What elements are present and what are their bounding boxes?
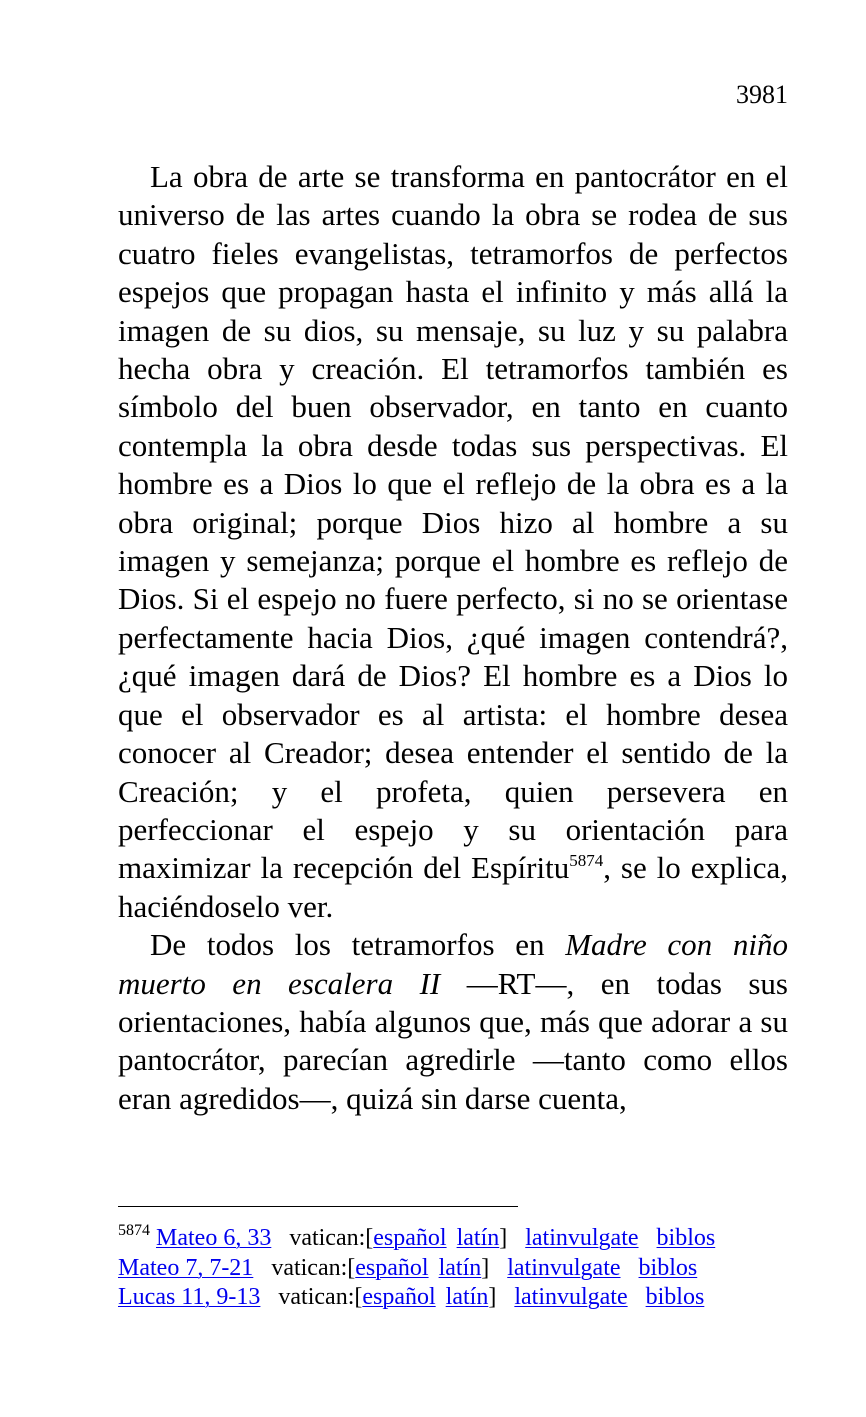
paragraph-1 <box>118 158 788 926</box>
reference-link-mateo-7-7-21[interactable]: Mateo 7, 7-21 <box>118 1254 254 1281</box>
biblos-link[interactable]: biblos <box>645 1284 705 1310</box>
vatican-bracket: ] <box>488 1284 497 1310</box>
vatican-bracket: ] <box>481 1254 490 1281</box>
paragraph-1-tail: , se lo explica, haciéndoselo ver. <box>118 850 788 924</box>
artwork-title: Madre con niño muerto en escalera II <box>118 927 788 1001</box>
body-text <box>118 158 788 1118</box>
footnote-divider <box>118 1206 518 1207</box>
footnote-line-3 <box>118 1283 798 1313</box>
vatican-label: vatican:[ <box>278 1284 363 1310</box>
paragraph-2 <box>118 926 788 1118</box>
footnotes <box>118 1224 798 1313</box>
latinvulgate-link[interactable]: latinvulgate <box>525 1225 639 1251</box>
vatican-label: vatican:[ <box>271 1254 356 1281</box>
paragraph-1-text: La obra de arte se transforma en pantocrátor en el universo de las artes cuando la obra se rodea de sus cuatro fieles evangelistas, tetramorfos de perfectos espejos que propagan hasta el infinito y más allá la imagen de su dios, su mensaje, su luz y su palabra hecha obra y creación. El tetramorfos también es símbolo del buen observador, en tanto en cuanto contempla la obra desde todas sus perspectivas. El hombre es a Dios lo que el reflejo de la obra es a la obra original; porque Dios hizo al hombre a su imagen y semejanza; porque el hombre es reflejo de Dios. Si el espejo no fuere perfecto, si no se orientase perfectamente hacia Dios, ¿qué imagen contendrá?, ¿qué imagen dará de Dios? El hombre es a Dios lo que el observador es al artista: el hombre desea conocer al Creador; desea entender el sentido de la Creación; y el profeta, quien persevera en perfeccionar el espejo y su orientación para maximizar la recepción del Espíritu <box>118 159 788 886</box>
footnote-number: 5874 <box>118 1222 150 1239</box>
footnote-reference: 5874 <box>569 851 604 871</box>
espanol-link[interactable]: español <box>355 1254 429 1281</box>
vatican-bracket: ] <box>499 1225 508 1251</box>
latin-link[interactable]: latín <box>456 1225 500 1251</box>
vatican-label: vatican:[ <box>289 1225 374 1251</box>
latinvulgate-link[interactable]: latinvulgate <box>514 1284 628 1310</box>
latinvulgate-link[interactable]: latinvulgate <box>507 1254 621 1281</box>
latin-link[interactable]: latín <box>438 1254 482 1281</box>
latin-link[interactable]: latín <box>445 1284 489 1310</box>
page-number: 3981 <box>736 80 788 109</box>
reference-link-mateo-6-33[interactable]: Mateo 6, 33 <box>156 1225 272 1251</box>
paragraph-2-text-end: —RT—, en todas sus orientaciones, había algunos que, más que adorar a su pantocrátor, parecían agredirle —tanto como ellos eran agredidos—, quizá sin darse cuenta, <box>118 965 788 1116</box>
espanol-link[interactable]: español <box>362 1284 436 1310</box>
biblos-link[interactable]: biblos <box>656 1225 716 1251</box>
reference-link-lucas-11-9-13[interactable]: Lucas 11, 9-13 <box>118 1284 261 1310</box>
biblos-link[interactable]: biblos <box>638 1254 698 1281</box>
footnote-line-2 <box>118 1254 798 1284</box>
footnote-line-1 <box>118 1224 798 1254</box>
espanol-link[interactable]: español <box>373 1225 447 1251</box>
paragraph-2-text-start: De todos los tetramorfos en <box>150 927 566 963</box>
